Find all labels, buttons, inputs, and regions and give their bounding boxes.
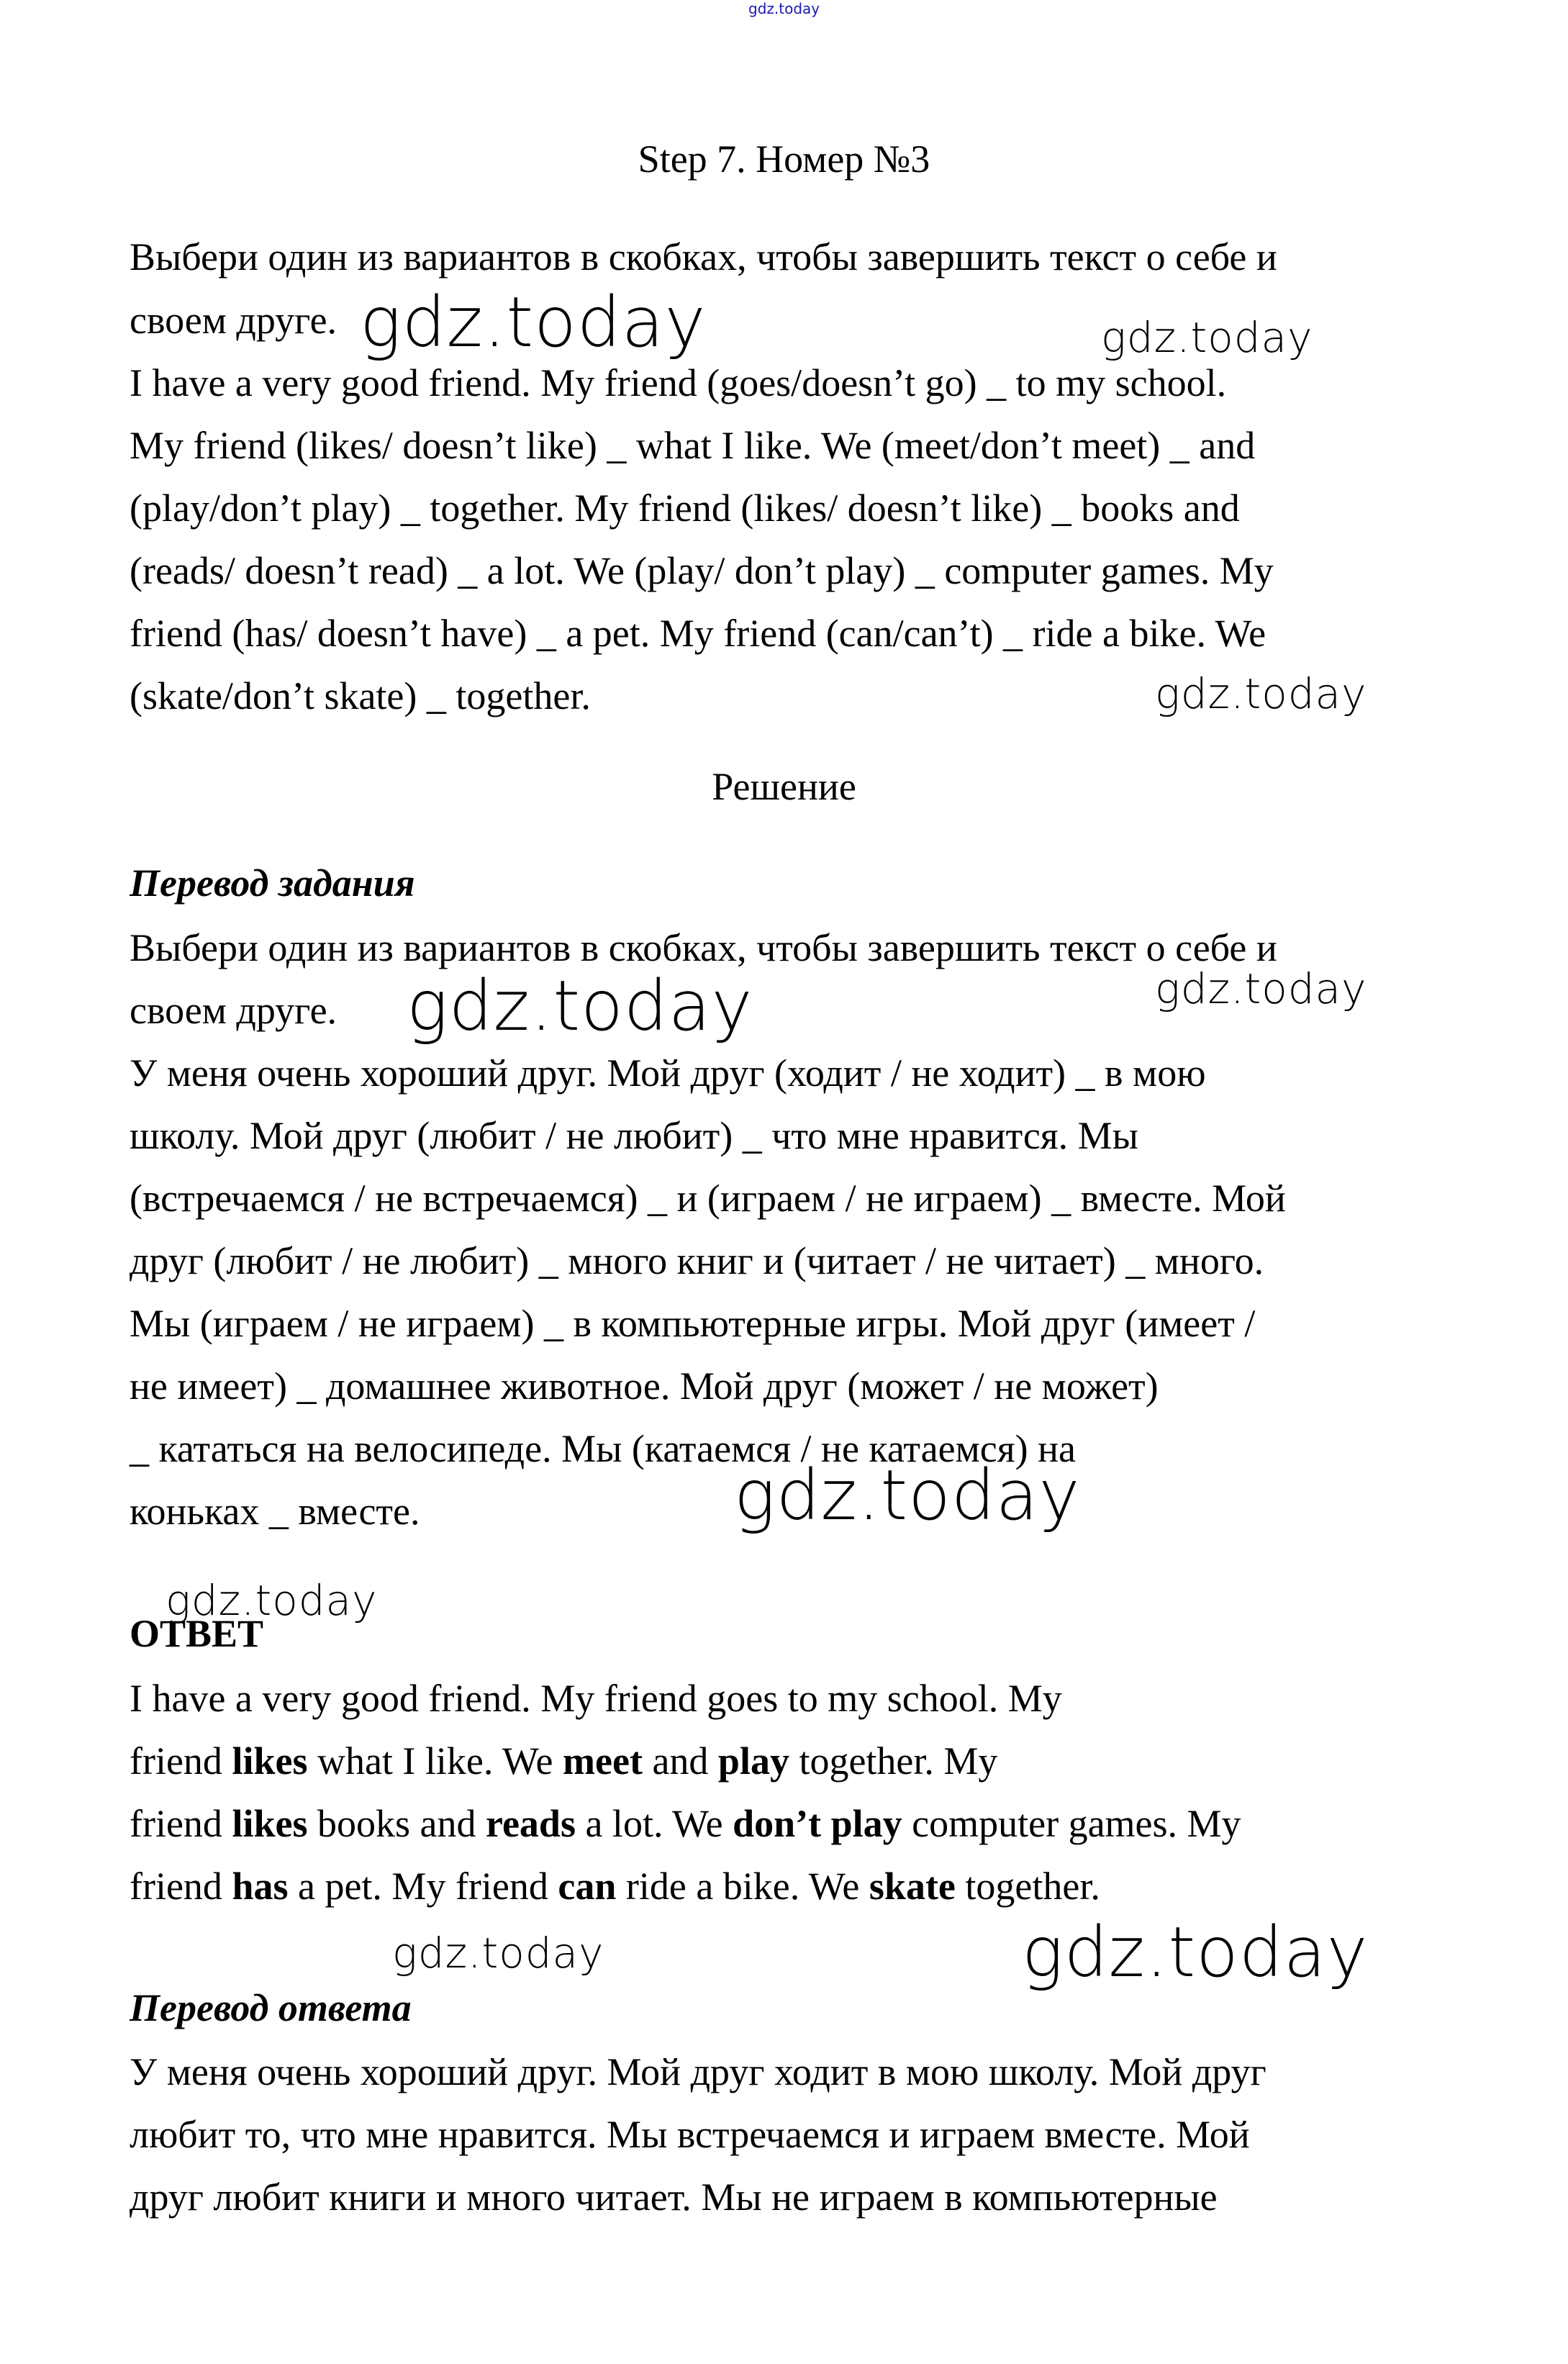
translation-line-9: _ кататься на велосипеде. Мы (катаемся / не катаемся) на [130, 1427, 1076, 1470]
page-title: Step 7. Номер №3 [638, 137, 930, 181]
watermark: gdz.today [1101, 313, 1313, 362]
watermark: gdz.today [360, 282, 707, 363]
answer-translation-line-1: У меня очень хороший друг. Мой друг ходит в мою школу. Мой друг [130, 2050, 1266, 2093]
translation-line-8: не имеет) _ домашнее животное. Мой друг (может / не может) [130, 1364, 1159, 1408]
answer-heading: ОТВЕТ [130, 1612, 264, 1655]
task-line-1: Выбери один из вариантов в скобках, чтобы завершить текст о себе и [130, 235, 1277, 278]
answer-line-1: I have a very good friend. My friend goes to my school. My [130, 1677, 1062, 1720]
translation-line-5: (встречаемся / не встречаемся) _ и (играем / не играем) _ вместе. Мой [130, 1177, 1286, 1220]
translation-line-3: У меня очень хороший друг. Мой друг (ходит / не ходит) _ в мою [130, 1051, 1206, 1095]
translation-line-10: коньках _ вместе. [130, 1490, 420, 1533]
answer-translation-line-3: друг любит книги и много читает. Мы не играем в компьютерные [130, 2175, 1218, 2219]
answer-line-4: friend has a pet. My friend can ride a bike. We skate together. [130, 1865, 1100, 1908]
task-line-6: (reads/ doesn’t read) _ a lot. We (play/ don’t play) _ computer games. My [130, 549, 1274, 592]
translation-line-1: Выбери один из вариантов в скобках, чтобы завершить текст о себе и [130, 926, 1277, 969]
watermark: gdz.today [166, 1576, 378, 1625]
watermark: gdz.today [392, 1929, 604, 1978]
translation-line-4: школу. Мой друг (любит / не любит) _ что мне нравится. Мы [130, 1114, 1138, 1157]
answer-line-3: friend likes books and reads a lot. We don’t play computer games. My [130, 1802, 1241, 1845]
watermark: gdz.today [1022, 1912, 1369, 1993]
translation-line-7: Мы (играем / не играем) _ в компьютерные игры. Мой друг (имеет / [130, 1302, 1256, 1345]
watermark: gdz.today [1155, 669, 1367, 718]
task-line-3: I have a very good friend. My friend (goes/doesn’t go) _ to my school. [130, 361, 1227, 404]
top-watermark: gdz.today [748, 0, 820, 17]
watermark: gdz.today [1155, 964, 1367, 1013]
task-line-5: (play/don’t play) _ together. My friend (likes/ doesn’t like) _ books and [130, 486, 1240, 530]
answer-translation-line-2: любит то, что мне нравится. Мы встречаемся и играем вместе. Мой [130, 2113, 1250, 2156]
translation-heading: Перевод задания [130, 861, 415, 905]
task-line-8: (skate/don’t skate) _ together. [130, 674, 591, 717]
task-line-4: My friend (likes/ doesn’t like) _ what I like. We (meet/don’t meet) _ and [130, 424, 1256, 467]
task-line-7: friend (has/ doesn’t have) _ a pet. My friend (can/can’t) _ ride a bike. We [130, 612, 1266, 655]
watermark: gdz.today [734, 1455, 1081, 1536]
translation-line-2: своем друге. [130, 989, 337, 1032]
translation-line-6: друг (любит / не любит) _ много книг и (читает / не читает) _ много. [130, 1239, 1264, 1282]
answer-line-2: friend likes what I like. We meet and play together. My [130, 1739, 998, 1783]
task-line-2: своем друге. [130, 299, 337, 342]
answer-translation-heading: Перевод ответа [130, 1986, 412, 2029]
solution-heading: Решение [712, 765, 856, 808]
watermark: gdz.today [407, 966, 753, 1046]
